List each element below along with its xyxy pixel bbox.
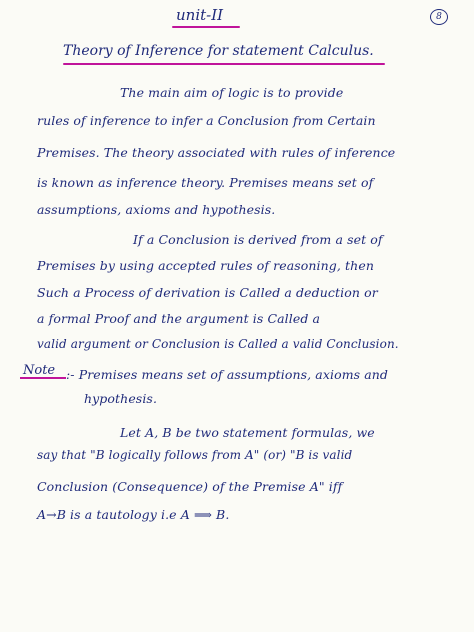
section-heading: Theory of Inference for statement Calculus. bbox=[63, 43, 374, 59]
paragraph1-line-2: rules of inference to infer a Conclusion from Certain bbox=[37, 113, 376, 128]
paragraph2-line-3: Such a Process of derivation is Called a deduction or bbox=[37, 285, 378, 300]
section-heading-underline bbox=[63, 63, 385, 65]
paragraph1-line-3: Premises. The theory associated with rules of inference bbox=[37, 145, 396, 160]
paragraph1-line-1: The main aim of logic is to provide bbox=[120, 85, 344, 100]
paragraph1-line-4: is known as inference theory. Premises means set of bbox=[37, 175, 374, 190]
note-label: Note bbox=[23, 363, 56, 378]
paragraph2-line-2: Premises by using accepted rules of reasoning, then bbox=[37, 258, 374, 273]
paragraph1-line-5: assumptions, axioms and hypothesis. bbox=[37, 202, 276, 217]
paragraph2-line-5: valid argument or Conclusion is Called a valid Conclusion. bbox=[37, 337, 399, 351]
note-line-2: hypothesis. bbox=[84, 391, 158, 406]
note-line-1: :- Premises means set of assumptions, axioms and bbox=[66, 367, 389, 382]
paragraph2-line-4: a formal Proof and the argument is Called a bbox=[37, 311, 321, 326]
paragraph2-line-1: If a Conclusion is derived from a set of bbox=[133, 232, 383, 247]
paragraph3-line-2: say that "B logically follows from A" (or) "B is valid bbox=[37, 448, 353, 462]
paragraph3-line-4: A→B is a tautology i.e A ⟹ B. bbox=[37, 507, 230, 522]
unit-title-underline bbox=[172, 26, 240, 28]
note-underline bbox=[20, 361, 66, 379]
page-number: 8 bbox=[430, 9, 448, 25]
paragraph3-line-1: Let A, B be two statement formulas, we bbox=[120, 425, 375, 440]
unit-title: unit-II bbox=[176, 6, 224, 24]
paragraph3-line-3: Conclusion (Consequence) of the Premise A" iff bbox=[37, 479, 343, 494]
